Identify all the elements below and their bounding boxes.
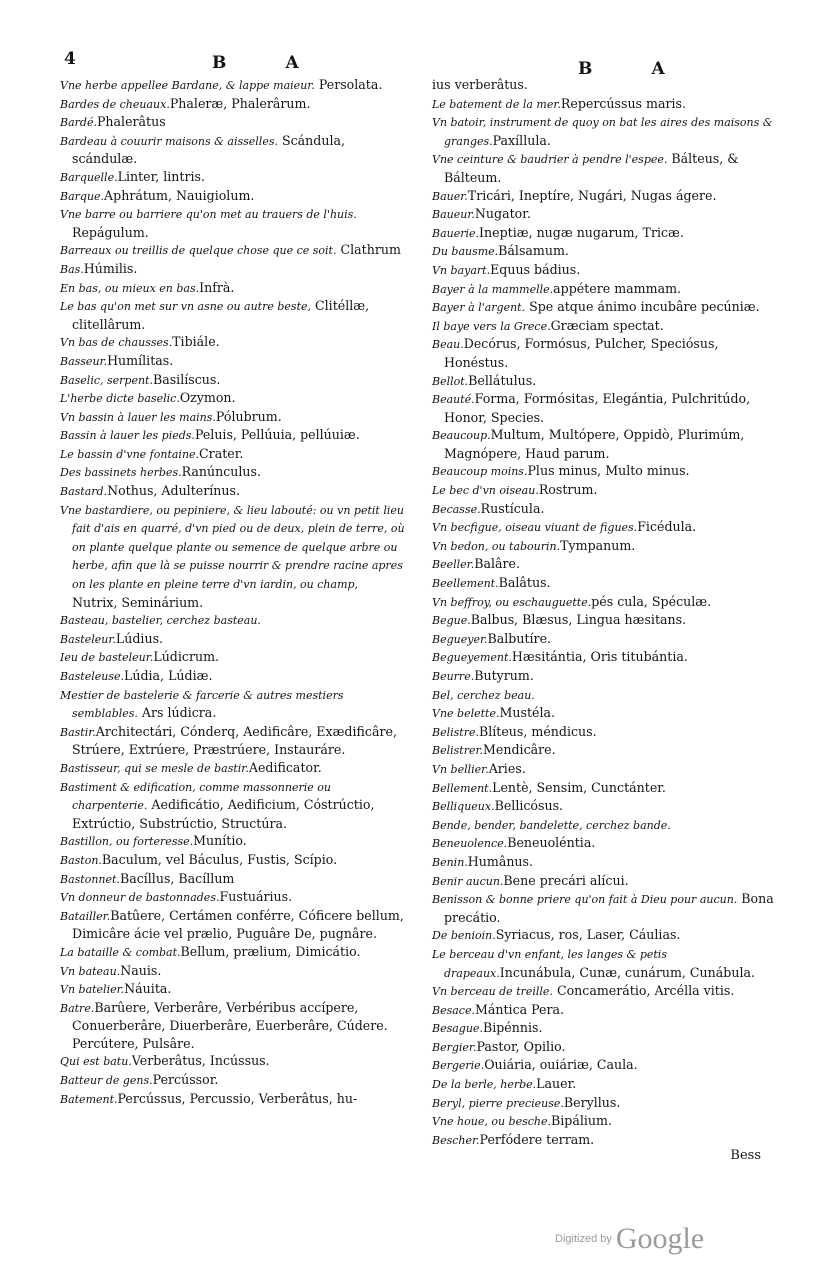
entry-headword: Benisson & bonne priere qu'on fait à Dieu pour aucun. [432, 893, 738, 907]
dictionary-entry [432, 593, 776, 612]
dictionary-entry [60, 907, 405, 943]
entry-latin: Tibiále. [172, 334, 220, 350]
entry-latin: Balbutíre. [487, 630, 552, 646]
entry-headword: Vne barre ou barriere qu'on met au trauers de l'huis. [60, 208, 357, 222]
dictionary-entry [432, 1056, 776, 1075]
dictionary-entry [60, 352, 405, 371]
entry-latin: Percússor. [152, 1072, 219, 1088]
dictionary-entry [432, 834, 776, 853]
entry-headword: De la berle, herbe. [432, 1078, 537, 1092]
entry-headword: Beneuolence. [432, 837, 508, 851]
entry-latin: Decórus, Formósus, Pulcher, Speciósus, Honéstus. [444, 336, 719, 370]
entry-latin: Barûere, Verberâre, Verbéribus accípere, Conuerberâre, Diuerberâre, Euerberâre, Cúdere. Percútere, Pulsâre. [72, 999, 388, 1051]
entry-headword: Vn beffroy, ou eschauguette. [432, 595, 592, 609]
dictionary-entry [60, 113, 405, 132]
dictionary-entry [432, 760, 776, 779]
entry-latin: Forma, Formósitas, Elegántia, Pulchritúdo, Honor, Species. [444, 391, 751, 425]
dictionary-entry [432, 298, 776, 317]
dictionary-entry [432, 816, 776, 835]
google-watermark [555, 1222, 704, 1256]
entry-latin: Phalerâtus [96, 114, 166, 130]
entry-latin: Balâre. [474, 556, 520, 572]
entry-latin: Aedificator. [248, 759, 322, 775]
entry-headword: Beurre. [432, 670, 475, 683]
dictionary-entry [432, 390, 776, 426]
entry-latin: Bipálium. [550, 1113, 612, 1129]
dictionary-entry [432, 462, 776, 481]
dictionary-entry [60, 667, 405, 686]
entry-latin: Incunábula, Cunæ, cunárum, Cunábula. [499, 964, 755, 980]
dictionary-entry [432, 982, 776, 1001]
entry-latin: Aries. [488, 760, 526, 776]
entry-latin: Græciam spectat. [550, 317, 664, 333]
entry-latin: Paxíllula. [492, 132, 551, 148]
entry-headword: Begueyer. [432, 632, 488, 646]
dictionary-entry [432, 261, 776, 280]
entry-headword: Basteleur. [60, 632, 116, 646]
entry-headword: Le batement de la mer. [432, 97, 561, 111]
entry-headword: Le bassin d'vne fontaine. [60, 447, 200, 461]
entry-latin: Scándula, scándulæ. [72, 132, 345, 167]
entry-headword: Bergier. [432, 1040, 477, 1054]
entry-latin: Concamerátio, Arcélla vitis. [552, 983, 735, 999]
dictionary-entry [60, 759, 405, 778]
entry-latin: Bene precári alícui. [503, 872, 629, 888]
entry-latin: Percússus, Percussio, Verberâtus, hu- [117, 1090, 358, 1106]
dictionary-entry [60, 205, 405, 241]
entry-latin: Clitéllæ, clitellârum. [72, 298, 370, 332]
right-running-head: B A [578, 59, 665, 79]
catchword: Bess [730, 1148, 761, 1163]
entry-headword: Vn berceau de treille. [432, 985, 553, 999]
entry-headword: Begueyement. [432, 651, 512, 665]
entry-headword: Vn batoir, instrument de quoy on bat les aires des maisons & granges. [432, 116, 773, 148]
entry-headword: Baselic, serpent. [60, 373, 153, 387]
entry-latin: Peluis, Pellúuia, pellúuiæ. [194, 427, 360, 443]
entry-latin: Basilíscus. [152, 371, 221, 387]
entry-headword: Belistrer. [432, 744, 484, 758]
dictionary-entry [432, 317, 776, 336]
entry-headword: En bas, ou mieux en bas. [60, 281, 200, 295]
entry-latin: Nugator. [474, 206, 531, 222]
entry-headword: Bescher. [432, 1133, 480, 1147]
entry-headword: Beryl, pierre precieuse. [432, 1096, 564, 1110]
entry-headword: Barque. [60, 189, 105, 203]
entry-headword: Vne bastardiere, ou pepiniere, & lieu labouté: ou vn petit lieu fait d'ais en quarré, d'vn pied ou de deux, plein de terre, où on plante quelque plante ou semence de quelque arbre ou herbe, afin que là se puisse nourrir & prendre racine apres on les plante en pleine terre d'vn iardin, ou champ, [60, 503, 405, 592]
dictionary-entry [60, 686, 405, 723]
entry-headword: Bastiment & edification, comme massonnerie ou charpenterie. [60, 780, 331, 813]
dictionary-entry [60, 426, 405, 445]
entry-latin: Syriacus, ros, Laser, Cáulias. [495, 927, 681, 943]
dictionary-entry [432, 872, 776, 891]
entry-headword: Bardé. [60, 116, 97, 130]
entry-latin: Multum, Multópere, Oppidò, Plurimúm, Magnópere, Haud parum. [444, 427, 745, 461]
dictionary-entry [432, 1038, 776, 1057]
dictionary-entry [60, 980, 405, 999]
entry-latin: Aphrátum, Nauigiolum. [104, 187, 255, 203]
entry-latin: Phaleræ, Phalerârum. [169, 95, 311, 111]
right-column [432, 76, 776, 1149]
left-running-head: B A [212, 53, 299, 73]
entry-headword: Benin. [432, 855, 468, 869]
entry-latin: Lúdius. [115, 630, 164, 646]
dictionary-entry [432, 1112, 776, 1131]
entry-headword: Bastir. [60, 725, 96, 739]
dictionary-entry [432, 372, 776, 391]
entry-headword: Qui est batu. [60, 1055, 132, 1069]
dictionary-entry [432, 1131, 776, 1150]
entry-headword: Belistre. [432, 725, 479, 739]
entry-latin: Lúdia, Lúdiæ. [123, 668, 213, 683]
entry-headword: Le bec d'vn oiseau. [432, 484, 539, 498]
entry-headword: Le berceau d'vn enfant, les langes & petis drapeaux. [432, 947, 667, 980]
entry-latin: Bálteus, & Bálteum. [444, 151, 739, 185]
page-number: 4 [64, 49, 76, 69]
entry-latin: Humílitas. [107, 352, 174, 368]
dictionary-entry [432, 150, 776, 186]
entry-headword: Vn batelier. [60, 983, 125, 997]
dictionary-entry [432, 630, 776, 649]
entry-latin: Crater. [199, 445, 244, 461]
dictionary-entry [432, 481, 776, 500]
entry-latin: Bona precátio. [444, 891, 774, 925]
entry-headword: Basseur. [60, 354, 108, 368]
entry-headword: Bastonnet. [60, 872, 120, 886]
entry-headword: Bardes de cheuaux. [60, 97, 170, 111]
entry-latin: Ineptiæ, nugæ nugarum, Tricæ. [479, 224, 684, 240]
dictionary-entry [432, 1001, 776, 1020]
entry-headword: Du bausme. [432, 245, 499, 259]
entry-latin: Balâtus. [498, 575, 551, 591]
entry-latin: Bálsamum. [498, 243, 569, 259]
entry-latin: Rostrum. [538, 482, 598, 498]
entry-latin: Ranúnculus. [181, 464, 261, 480]
dictionary-entry [60, 611, 405, 630]
entry-latin: Nutrix, Seminárium. [72, 594, 204, 610]
dictionary-entry [60, 241, 405, 260]
entry-latin: Mustéla. [499, 705, 555, 721]
entry-latin: Clathrum [336, 242, 401, 258]
entry-latin: Mántica Pera. [474, 1001, 565, 1017]
dictionary-entry [60, 851, 405, 870]
entry-latin: Persolata. [314, 77, 383, 92]
entry-latin: Infrà. [199, 279, 235, 295]
entry-latin: Plus minus, Multo minus. [527, 463, 690, 479]
entry-headword: Beellement. [432, 577, 499, 591]
dictionary-entry [60, 1071, 405, 1090]
entry-latin: Lauer. [536, 1076, 577, 1092]
entry-headword: Vne houe, ou besche. [432, 1115, 551, 1129]
entry-latin: Spe atque ánimo incubâre pecúniæ. [525, 299, 760, 315]
dictionary-entry [432, 741, 776, 760]
entry-headword: Basteau, bastelier, cerchez basteau. [60, 614, 261, 628]
entry-headword: Belliqueux. [432, 800, 495, 814]
entry-latin: pés cula, Spéculæ. [591, 593, 712, 609]
entry-headword: Basteleuse. [60, 670, 124, 683]
entry-headword: De benioin. [432, 929, 496, 943]
dictionary-entry [60, 832, 405, 851]
dictionary-entry [432, 224, 776, 243]
dictionary-entry [432, 890, 776, 926]
entry-latin: Humânus. [467, 853, 534, 869]
entry-latin: Batûere, Certámen conférre, Cóficere bellum, Dimicâre ácie vel prælio, Puguâre De, pugnâre. [72, 907, 404, 942]
google-logo: Google [615, 1222, 705, 1255]
entry-headword: Bauerie. [432, 226, 480, 240]
entry-latin: Tympanum. [560, 537, 636, 553]
entry-headword: Mestier de bastelerie & farcerie & autres mestiers semblables. [60, 688, 344, 721]
entry-latin: Ozymon. [179, 390, 236, 406]
entry-headword: Bassin à lauer les pieds. [60, 429, 195, 443]
entry-latin: Mendicâre. [483, 742, 556, 758]
entry-latin: Bellátulus. [468, 372, 537, 388]
dictionary-entry [432, 648, 776, 667]
entry-headword: Bergerie. [432, 1059, 485, 1073]
entry-latin: Perfódere terram. [479, 1131, 595, 1147]
dictionary-entry [60, 408, 405, 427]
entry-headword: Le bas qu'on met sur vn asne ou autre beste, [60, 300, 311, 314]
dictionary-entry [60, 778, 405, 833]
entry-headword: Il baye vers la Grece. [432, 319, 551, 333]
dictionary-entry [432, 335, 776, 371]
entry-headword: Bas. [60, 262, 84, 276]
dictionary-entry [60, 333, 405, 352]
entry-latin: Húmilis. [83, 260, 138, 276]
entry-headword: Batre. [60, 1001, 95, 1015]
dictionary-entry [60, 187, 405, 206]
entry-headword: Bardeau à couurir maisons & aisselles. [60, 134, 278, 148]
entry-latin: Tricári, Ineptíre, Nugári, Nugas ágere. [467, 187, 717, 203]
entry-headword: Batteur de gens. [60, 1074, 153, 1088]
entry-headword: Ieu de basteleur. [60, 651, 154, 665]
dictionary-entry [60, 870, 405, 889]
entry-latin: Lentè, Sensim, Cunctánter. [492, 779, 666, 795]
entry-headword: Vn donneur de bastonnades. [60, 891, 220, 905]
entry-headword: Vne ceinture & baudrier à pendre l'espee. [432, 153, 668, 167]
entry-latin: Repercússus maris. [560, 95, 686, 111]
dictionary-entry [60, 888, 405, 907]
dictionary-entry [432, 205, 776, 224]
entry-latin: Ars lúdicra. [137, 705, 217, 721]
entry-latin: Pastor, Opilio. [476, 1038, 566, 1054]
dictionary-entry [60, 168, 405, 187]
entry-headword: Des bassinets herbes. [60, 466, 182, 480]
entry-latin: Náuita. [124, 981, 172, 997]
dictionary-entry [432, 113, 776, 150]
dictionary-entry [60, 95, 405, 114]
entry-headword: Vne herbe appellee Bardane, & lappe maieur. [60, 79, 315, 92]
dictionary-entry [60, 999, 405, 1053]
dictionary-entry [432, 187, 776, 206]
entry-headword: Begue. [432, 614, 471, 628]
dictionary-entry [432, 1019, 776, 1038]
entry-latin: Balbus, Blæsus, Lingua hæsitans. [470, 612, 687, 628]
entry-latin: Munítio. [193, 833, 247, 849]
entry-latin: Hæsitántia, Oris titubántia. [511, 649, 688, 665]
entry-headword: Bastisseur, qui se mesle de bastir. [60, 761, 249, 775]
entry-headword: Vn bayart. [432, 263, 491, 277]
entry-headword: Vn bellier. [432, 762, 489, 776]
entry-latin: Blíteus, méndicus. [478, 723, 597, 739]
dictionary-entry [60, 1052, 405, 1071]
left-column [60, 76, 405, 1108]
dictionary-entry [432, 704, 776, 723]
entry-latin: Bellicósus. [494, 798, 564, 814]
entry-headword: Beeller. [432, 558, 475, 572]
entry-headword: Beaucoup. [432, 429, 491, 443]
dictionary-entry [60, 962, 405, 981]
entry-headword: Baueur. [432, 208, 475, 222]
entry-latin: Bacíllus, Bacíllum [119, 870, 235, 886]
dictionary-entry [432, 500, 776, 519]
entry-headword: Batement. [60, 1092, 118, 1106]
dictionary-entry [432, 280, 776, 299]
dictionary-entry [432, 76, 776, 95]
entry-latin: Ouiária, ouiáriæ, Caula. [484, 1057, 638, 1073]
entry-latin: Rustícula. [480, 500, 545, 516]
entry-headword: Beauté. [432, 393, 475, 407]
entry-latin: Butyrum. [474, 668, 534, 683]
dictionary-entry [60, 482, 405, 501]
entry-headword: Bayer à la mammelle. [432, 282, 554, 296]
dictionary-entry [432, 95, 776, 114]
entry-latin: Aedificátio, Aedificium, Cóstrúctio, Extrúctio, Substrúctio, Structúra. [72, 797, 375, 831]
dictionary-entry [432, 1075, 776, 1094]
entry-latin: Nauis. [120, 962, 162, 978]
entry-headword: Benir aucun. [432, 874, 504, 888]
entry-headword: Barquelle. [60, 170, 118, 184]
dictionary-entry [432, 611, 776, 630]
dictionary-entry [60, 279, 405, 298]
entry-headword: Bastard. [60, 485, 108, 499]
entry-latin: Fustuárius. [219, 889, 293, 905]
entry-headword: Bellot. [432, 374, 469, 388]
dictionary-entry [60, 723, 405, 759]
entry-headword: Vne belette. [432, 707, 500, 721]
entry-latin: appétere mammam. [553, 280, 682, 296]
entry-latin: Verberâtus, Incússus. [131, 1053, 270, 1069]
dictionary-entry [60, 1090, 405, 1109]
dictionary-entry [432, 686, 776, 705]
entry-headword: Bastillon, ou forteresse. [60, 835, 194, 849]
dictionary-entry [432, 242, 776, 261]
entry-latin: Bipénnis. [482, 1020, 543, 1036]
dictionary-entry [432, 426, 776, 462]
dictionary-entry [60, 648, 405, 667]
entry-headword: Barreaux ou treillis de quelque chose que ce soit. [60, 244, 337, 258]
dictionary-entry [60, 389, 405, 408]
dictionary-entry [60, 260, 405, 279]
watermark-prefix: Digitized by [555, 1233, 612, 1245]
entry-headword: Bauer. [432, 189, 468, 203]
entry-headword: L'herbe dicte baselic. [60, 392, 180, 406]
dictionary-entry [432, 518, 776, 537]
dictionary-entry [60, 630, 405, 649]
dictionary-entry [432, 1094, 776, 1113]
dictionary-entry [60, 501, 405, 612]
dictionary-entry [432, 667, 776, 686]
entry-headword: Vn bedon, ou tabourin. [432, 539, 561, 553]
entry-headword: Besague. [432, 1022, 483, 1036]
entry-latin: Linter, lintris. [117, 168, 205, 184]
entry-headword: Vn bassin à lauer les mains. [60, 410, 216, 424]
dictionary-entry [432, 537, 776, 556]
entry-headword: Becasse. [432, 502, 481, 516]
dictionary-entry [432, 853, 776, 872]
entry-latin: Bellum, prælium, Dimicátio. [180, 943, 361, 959]
entry-headword: Vn becfigue, oiseau viuant de figues. [432, 521, 638, 535]
entry-headword: Bel, cerchez beau. [432, 688, 535, 702]
entry-headword: Bende, bender, bandelette, cerchez bande. [432, 818, 671, 832]
dictionary-entry [60, 297, 405, 333]
entry-headword: Besace. [432, 1003, 475, 1017]
entry-headword: Batailler. [60, 909, 111, 923]
dictionary-entry [432, 926, 776, 945]
entry-latin: Nothus, Adulterínus. [107, 483, 240, 499]
entry-headword: Beau. [432, 338, 464, 352]
entry-headword: Beaucoup moins. [432, 465, 528, 479]
dictionary-entry [432, 555, 776, 574]
dictionary-entry [432, 574, 776, 593]
dictionary-entry [432, 797, 776, 816]
entry-latin: Pólubrum. [215, 408, 282, 424]
entry-latin: Repágulum. [72, 224, 149, 240]
entry-headword: La bataille & combat. [60, 945, 181, 959]
dictionary-entry [60, 132, 405, 168]
entry-headword: Vn bateau. [60, 964, 121, 978]
dictionary-entry [60, 76, 405, 95]
dictionary-entry [432, 945, 776, 982]
entry-latin: Baculum, vel Báculus, Fustis, Scípio. [101, 851, 338, 867]
entry-headword: Vn bas de chausses. [60, 336, 173, 350]
dictionary-entry [60, 943, 405, 962]
entry-latin: Lúdicrum. [153, 649, 220, 665]
entry-latin: Beneuoléntia. [507, 835, 596, 851]
dictionary-entry [432, 723, 776, 742]
entry-latin: Equus bádius. [490, 261, 581, 277]
dictionary-entry [60, 371, 405, 390]
entry-latin: Architectári, Cónderq, Aedificâre, Exædificâre, Strúere, Extrúere, Præstrúere, Instauráre. [72, 723, 397, 758]
dictionary-entry [60, 445, 405, 464]
entry-latin: Beryllus. [563, 1094, 621, 1110]
entry-headword: Bayer à l'argent. [432, 301, 526, 315]
entry-latin: ius verberâtus. [432, 77, 528, 92]
dictionary-entry [60, 463, 405, 482]
entry-latin: Ficédula. [637, 519, 697, 535]
entry-headword: Bellement. [432, 781, 493, 795]
entry-headword: Baston. [60, 853, 102, 867]
dictionary-entry [432, 779, 776, 798]
